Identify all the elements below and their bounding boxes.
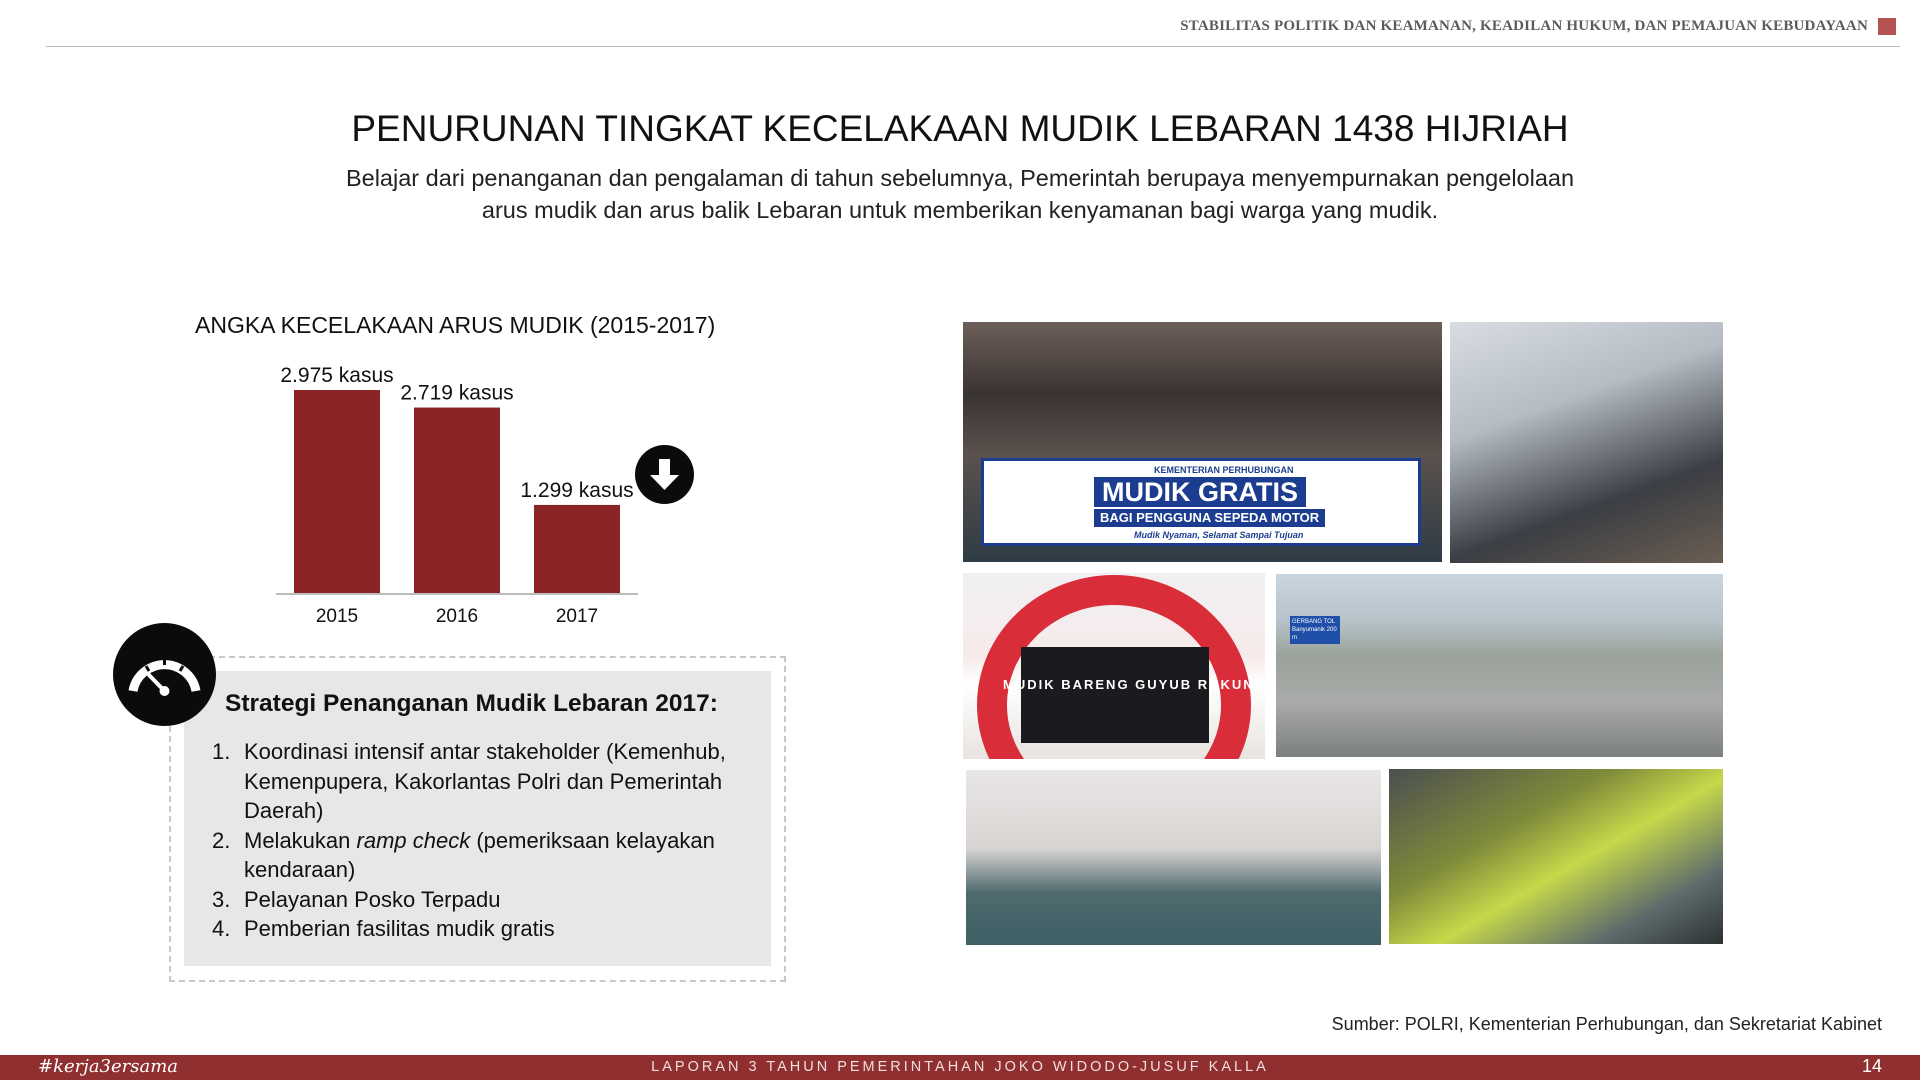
photo-mudik-bareng-event (963, 573, 1265, 759)
data-label: 2.719 kasus (400, 381, 514, 405)
photo-officials-inspection (1450, 322, 1723, 563)
bar-2016 (414, 408, 500, 594)
chart-title: ANGKA KECELAKAAN ARUS MUDIK (2015-2017) (195, 312, 716, 338)
bar-2015 (294, 390, 380, 594)
photo-motorcycles-mudik-gratis (963, 322, 1442, 562)
strategy-title: Strategi Penanganan Mudik Lebaran 2017: (225, 690, 718, 717)
strategy-list (212, 737, 762, 944)
header-accent-square (1878, 18, 1896, 35)
x-tick-label: 2015 (315, 606, 359, 627)
footer-report-title: LAPORAN 3 TAHUN PEMERINTAHAN JOKO WIDODO-JUSUF KALLA (651, 1059, 1269, 1075)
page-title: PENURUNAN TINGKAT KECELAKAAN MUDIK LEBARAN 1438 HIJRIAH (351, 108, 1569, 149)
list-item: 3. Pelayanan Posko Terpadu (212, 886, 501, 912)
photo-toll-road (1276, 574, 1723, 757)
speedometer-icon (113, 623, 216, 726)
x-tick-label: 2016 (435, 606, 479, 627)
photo-ferry-port (966, 770, 1381, 945)
list-item: 4. Pemberian fasilitas mudik gratis (212, 916, 555, 941)
arch-text: MUDIK BARENG GUYUB RUKUN (1003, 677, 1255, 692)
photo-ramp-check (1389, 769, 1723, 944)
footer-hashtag: #kerja3ersama (38, 1056, 179, 1077)
header-divider (46, 46, 1900, 47)
list-item: 2. Melakukan ramp check (pemeriksaan kelayakan kendaraan) (212, 827, 715, 882)
mudik-gratis-banner: KEMENTERIAN PERHUBUNGAN MUDIK GRATIS BAGI PENGGUNA SEPEDA MOTOR Mudik Nyaman, Selamat Sampai Tujuan (981, 458, 1421, 546)
section-header: STABILITAS POLITIK DAN KEAMANAN, KEADILAN HUKUM, DAN PEMAJUAN KEBUDAYAAN (1180, 18, 1868, 34)
data-label: 1.299 kasus (520, 478, 634, 502)
list-item: 1. Koordinasi intensif antar stakeholder (Kemenhub, Kemenpupera, Kakorlantas Polri dan Pemerintah Daerah) (212, 739, 726, 823)
road-sign: GERBANG TOL Banyumanik 200 m (1290, 616, 1340, 644)
source-note: Sumber: POLRI, Kementerian Perhubungan, dan Sekretariat Kabinet (1331, 1014, 1882, 1034)
page-subtitle: Belajar dari penanganan dan pengalaman di tahun sebelumnya, Pemerintah berupaya menyempurnakan pengelolaan arus mudik dan arus balik Lebaran untuk memberikan kenyamanan bagi warga yang mudik. (345, 165, 1575, 223)
data-label: 2.975 kasus (280, 364, 394, 387)
x-tick-label: 2017 (555, 606, 599, 627)
page-number: 14 (1861, 1056, 1882, 1076)
bar-2017 (534, 505, 620, 594)
arrow-down-icon (635, 445, 694, 504)
